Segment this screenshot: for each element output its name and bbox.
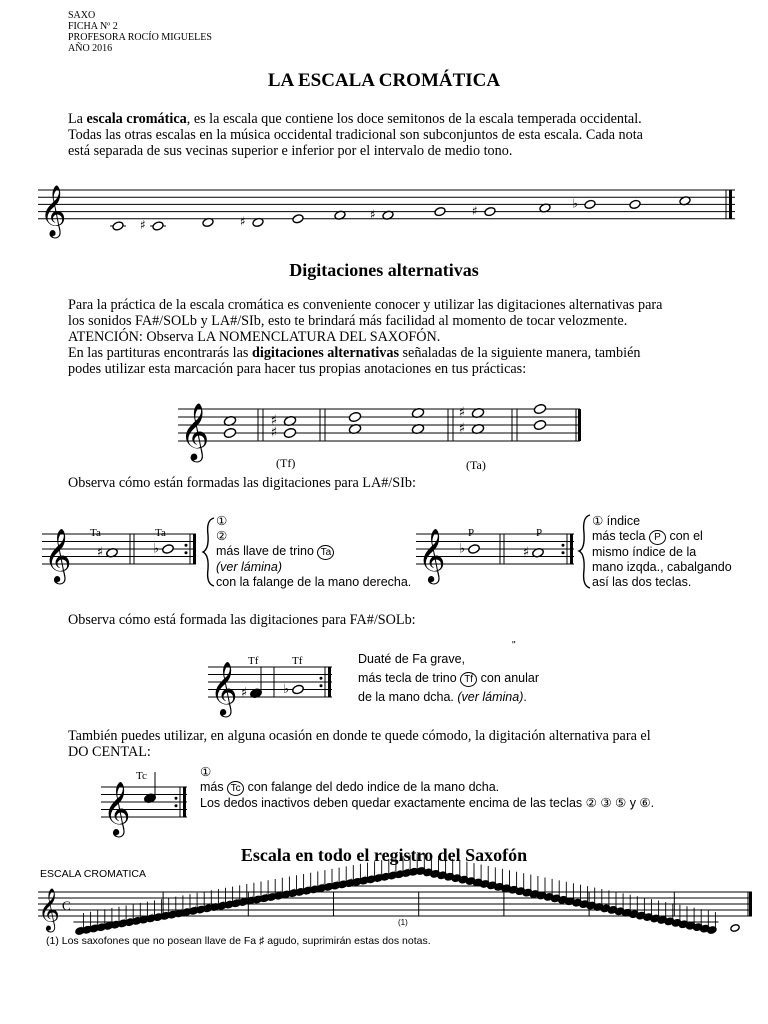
- mark-ta-2: Ta: [155, 527, 166, 539]
- finger-1: ①: [216, 514, 228, 528]
- do-central-staff: [95, 775, 195, 835]
- intro-bold-term: escala cromática: [86, 111, 187, 127]
- sharp-icon: ♯: [320, 881, 325, 892]
- sharp-icon: ♯: [221, 898, 226, 909]
- treble-clef-icon: 𝄞: [44, 527, 72, 582]
- flat-icon: ♭: [661, 915, 666, 926]
- finger-1: ①: [200, 765, 212, 779]
- note-1-marker: (1): [398, 918, 408, 927]
- sharp-icon: ♯: [370, 207, 376, 222]
- flat-icon: ♭: [458, 541, 466, 557]
- header-teacher: PROFESORA ROCÍO MIGUELES: [68, 32, 212, 43]
- quote-mark: ": [512, 640, 516, 651]
- note-head: [584, 199, 596, 209]
- note-head: [292, 214, 304, 224]
- flat-icon: ♭: [448, 872, 453, 883]
- sharp-icon: ♯: [96, 545, 104, 561]
- flat-icon: ♭: [703, 924, 708, 935]
- alternative-fingerings-staff: [0, 395, 768, 475]
- note-head: [434, 206, 446, 216]
- sharp-icon: ♯: [391, 868, 396, 879]
- repeat-dot: [562, 544, 565, 547]
- treble-clef-icon: 𝄞: [40, 184, 67, 237]
- flat-icon: ♭: [282, 681, 290, 697]
- do-paragraph: [68, 728, 718, 760]
- flat-icon: ♭: [505, 883, 510, 894]
- instruction-note: (ver lámina): [457, 690, 524, 704]
- treble-clef-icon: 𝄞: [103, 780, 131, 835]
- do-text: También puedes utilizar, en alguna ocasión en donde te quede cómodo, la digitación alternativa para el: [68, 728, 651, 744]
- treble-clef-icon: 𝄞: [210, 660, 238, 715]
- instruction-note: (ver lámina): [216, 560, 282, 574]
- sharp-icon: ♯: [306, 883, 311, 894]
- intro-text: está separada de sus vecinas superior e inferior por el intervalo de medio tono.: [68, 143, 513, 159]
- final-barline: [578, 409, 581, 441]
- flat-icon: ♭: [675, 918, 680, 929]
- common-time-icon: C: [62, 898, 71, 913]
- full-scale-label: ESCALA CROMATICA: [40, 868, 146, 880]
- note-head: [112, 221, 124, 231]
- mark-tf-2: Tf: [292, 655, 303, 667]
- sharp-icon: ♯: [458, 420, 466, 437]
- repeat-dot: [175, 804, 178, 807]
- sharp-icon: ♯: [135, 913, 140, 924]
- note-head: [484, 206, 496, 216]
- repeat-dot: [185, 544, 188, 547]
- alt-text: podes utilizar esta marcación para hacer tus propias anotaciones en tus prácticas:: [68, 361, 527, 377]
- repeat-dot: [185, 551, 188, 554]
- finger-2: ②: [216, 529, 228, 543]
- flat-icon: ♭: [419, 866, 424, 877]
- note-head: [629, 199, 641, 209]
- final-barline: [193, 534, 196, 564]
- section-title-alternatives: Digitaciones alternativas: [289, 260, 479, 280]
- section-title-full-range: Escala en todo el registro del Saxofón: [240, 845, 528, 865]
- header-sheet-number: FICHA Nº 2: [68, 21, 118, 32]
- sharp-icon: ♯: [140, 218, 146, 233]
- note-head: [283, 427, 297, 438]
- sharp-icon: ♯: [348, 876, 353, 887]
- note-head: [348, 411, 362, 422]
- la-right-instructions: [592, 514, 732, 590]
- flat-icon: ♭: [689, 921, 694, 932]
- intro-text: , es la escala que contiene los doce semitonos de la escala temperada occidental.: [186, 111, 642, 127]
- brace-icon: [578, 514, 592, 589]
- intro-text: Todas las otras escalas en la música occidental tradicional son subconjuntos de esta escala. Cada nota: [68, 127, 643, 143]
- fa-sharp-staff: [200, 655, 340, 715]
- final-barline: [570, 534, 573, 564]
- key-tf-icon: Tf: [460, 672, 477, 687]
- note-head: [468, 544, 481, 555]
- chromatic-scale-staff: [0, 180, 768, 240]
- sharp-icon: ♯: [249, 893, 254, 904]
- sharp-icon: ♯: [178, 906, 183, 917]
- flat-icon: ♭: [576, 898, 581, 909]
- mark-p-2: P: [536, 527, 543, 539]
- header-subject: SAXO: [68, 10, 96, 21]
- instruction-text: más llave de trino: [216, 544, 318, 558]
- mark-ta-1: Ta: [90, 527, 101, 539]
- sharp-icon: ♯: [121, 916, 126, 927]
- note-head: [730, 924, 740, 933]
- label-tf: (Tf): [276, 456, 296, 470]
- instruction-text: con falange del dedo indice de la mano dcha.: [244, 780, 500, 794]
- instruction-text: con el: [665, 529, 703, 543]
- treble-clef-icon: 𝄞: [180, 402, 210, 461]
- flat-icon: ♭: [590, 901, 595, 912]
- instruction-text: mano izqda., cabalgando: [592, 560, 732, 574]
- flat-icon: ♭: [647, 912, 652, 923]
- sharp-icon: ♯: [240, 214, 246, 229]
- instruction-text: ① índice: [592, 514, 641, 528]
- repeat-dot: [562, 551, 565, 554]
- flat-icon: ♭: [490, 881, 495, 891]
- sharp-icon: ♯: [164, 908, 169, 919]
- la-section-title: Observa cómo están formadas las digitaciones para LA#/SIb:: [68, 475, 416, 491]
- key-tc-icon: Tc: [227, 781, 244, 796]
- intro-text: La: [68, 111, 87, 127]
- worksheet-header: [68, 10, 212, 54]
- sharp-icon: ♯: [206, 901, 211, 912]
- sharp-icon: ♯: [522, 545, 530, 561]
- final-barline: [183, 787, 186, 817]
- note-head: [292, 684, 305, 695]
- note-head: [223, 427, 237, 438]
- si-flat-staff: [412, 520, 582, 580]
- key-ta-icon: Ta: [317, 545, 334, 560]
- label-ta: (Ta): [466, 458, 486, 472]
- sharp-icon: ♯: [363, 873, 368, 884]
- flat-icon: ♭: [618, 906, 623, 917]
- instruction-text: así las dos teclas.: [592, 575, 692, 589]
- sharp-icon: ♯: [270, 424, 278, 441]
- flat-icon: ♭: [533, 889, 538, 900]
- sharp-icon: ♯: [192, 903, 197, 914]
- full-range-scale-staff: [0, 860, 768, 940]
- intro-paragraph: [68, 111, 718, 159]
- sharp-icon: ♯: [377, 870, 382, 881]
- repeat-dot: [175, 797, 178, 800]
- note-head: [152, 221, 164, 231]
- fa-section-title: Observa cómo está formada las digitaciones para FA#/SOLb:: [68, 612, 416, 628]
- sharp-icon: ♯: [270, 412, 278, 429]
- mark-tf-1: Tf: [248, 655, 259, 667]
- sharp-icon: ♯: [240, 685, 248, 701]
- page-title: LA ESCALA CROMÁTICA: [267, 70, 501, 91]
- note-head: [162, 544, 175, 555]
- final-barline: [729, 190, 732, 219]
- do-instructions: [200, 765, 654, 811]
- sharp-icon: ♯: [405, 865, 410, 876]
- flat-icon: ♭: [547, 892, 552, 903]
- header-year: AÑO 2016: [68, 43, 113, 54]
- sharp-icon: ♯: [79, 923, 84, 934]
- sharp-icon: ♯: [93, 921, 98, 932]
- fa-instructions: [358, 650, 539, 707]
- sharp-icon: ♯: [107, 918, 112, 929]
- footnote: (1) Los saxofones que no posean llave de Fa ♯ agudo, suprimirán estas dos notas.: [46, 935, 431, 947]
- note-head: [533, 403, 547, 414]
- sharp-icon: ♯: [150, 911, 155, 922]
- sharp-icon: ♯: [263, 891, 268, 902]
- instruction-text: de la mano dcha.: [358, 690, 458, 704]
- instruction-text: con anular: [480, 671, 539, 685]
- instruction-text: con la falange de la mano derecha.: [216, 575, 412, 589]
- flat-icon: ♭: [152, 541, 160, 557]
- instruction-text: .: [523, 690, 527, 704]
- sharp-icon: ♯: [472, 203, 478, 218]
- final-barline: [749, 892, 752, 916]
- alt-text: En las partituras encontrarás las: [68, 345, 252, 361]
- sharp-icon: ♯: [235, 896, 240, 907]
- flat-icon: ♭: [462, 875, 467, 886]
- flat-icon: ♭: [434, 869, 439, 880]
- sharp-icon: ♯: [292, 886, 297, 897]
- mark-tc: Tc: [136, 770, 147, 782]
- alt-bold-term: digitaciones alternativas: [251, 345, 399, 361]
- do-text: DO CENTAL:: [68, 744, 151, 760]
- final-barline: [328, 667, 331, 697]
- instruction-text: Los dedos inactivos deben quedar exactamente encima de las teclas ② ③ ⑤ y ⑥.: [200, 796, 655, 810]
- instruction-text: más tecla de trino: [358, 671, 461, 685]
- treble-clef-icon: 𝄞: [418, 527, 446, 582]
- repeat-dot: [320, 677, 323, 680]
- sharp-icon: ♯: [277, 888, 282, 899]
- flat-icon: ♭: [519, 886, 524, 897]
- flat-icon: ♭: [561, 895, 566, 906]
- alt-text: Para la práctica de la escala cromática es conveniente conocer y utilizar las digitaciones alternativas para: [68, 297, 663, 313]
- flat-icon: ♭: [604, 904, 609, 915]
- alt-text: señaladas de la siguiente manera, también: [398, 345, 641, 361]
- treble-clef-icon: 𝄞: [38, 886, 60, 931]
- flat-icon: ♭: [476, 878, 481, 889]
- instruction-text: más tecla: [592, 529, 649, 543]
- instruction-text: más: [200, 780, 228, 794]
- mark-p-1: P: [468, 527, 475, 539]
- flat-icon: ♭: [572, 196, 578, 211]
- instruction-text: mismo índice de la: [592, 545, 697, 559]
- la-left-instructions: [216, 514, 411, 590]
- brace-icon: [202, 517, 216, 587]
- alt-text: los sonidos FA#/SOLb y LA#/SIb, esto te brindará más facilidad al momento de tocar velozmente.: [68, 313, 628, 329]
- flat-icon: ♭: [632, 909, 637, 920]
- sharp-icon: ♯: [334, 878, 339, 889]
- sharp-icon: ♯: [458, 404, 466, 421]
- repeat-dot: [320, 684, 323, 687]
- alt-text: ATENCIÓN: Observa LA NOMENCLATURA DEL SAXOFÓN.: [68, 329, 441, 345]
- key-p-icon: P: [649, 530, 666, 545]
- alternatives-paragraph: [68, 297, 718, 377]
- instruction-text: Duaté de Fa grave,: [358, 652, 466, 666]
- note-head: [533, 419, 547, 430]
